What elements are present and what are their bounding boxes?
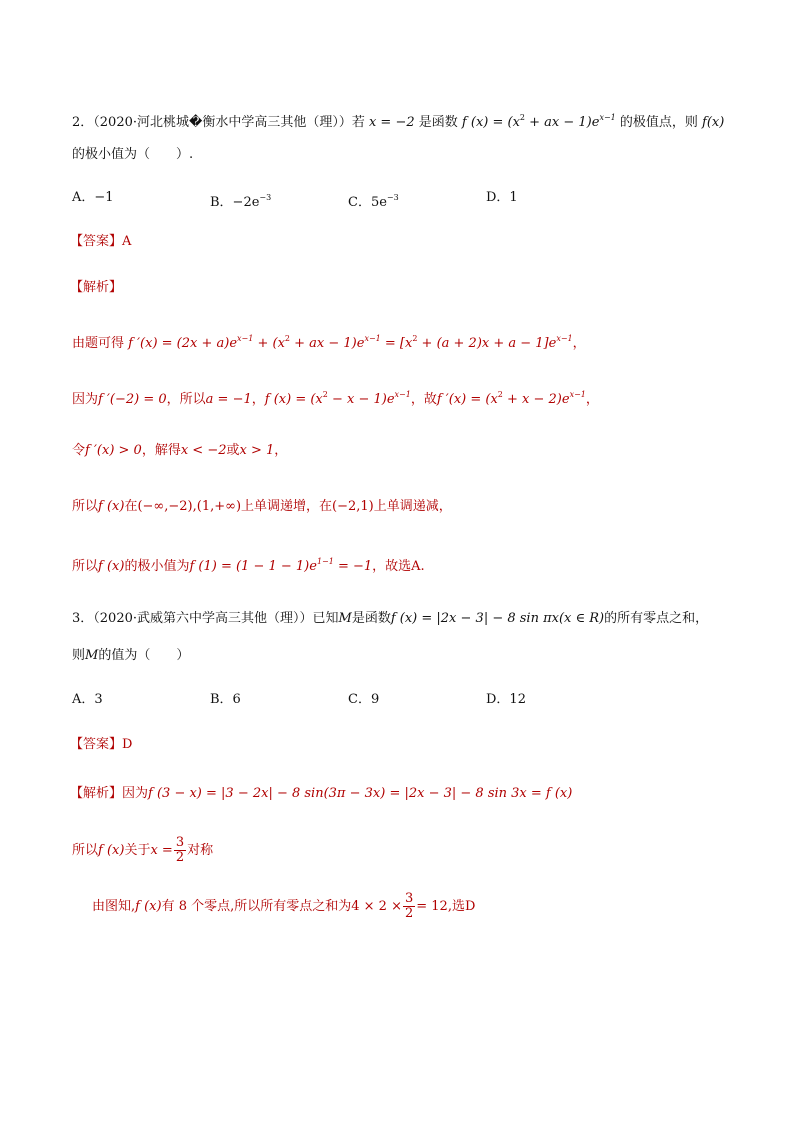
q2-analysis-step2: 因为f ′(−2) = 0，所以a = −1，f $(x) = (x^2 - x - 1)e^{x-1}$，故f $'(x) = (x^2 + x - 2)e^{x-1}$， [72, 390, 599, 407]
q2-stem-line1 [72, 108, 724, 133]
q2-option-c: C．$5e^{-3}$ [348, 193, 399, 210]
q2-function: f $(x) = (x^2$ + ax − $1)e^{x-1}$ [461, 113, 616, 130]
q3-analysis-line1: 【解析】因为f (3 − x) = |3 − 2x| − 8 sin(3π − 3x) = |2x − 3| − 8 sin 3x = f (x) [70, 786, 573, 801]
q2-stem-line2: 的极小值为（ ）. [72, 147, 194, 162]
q2-is-func: 是函数 [418, 115, 458, 130]
q2-option-a: A．−1 [72, 190, 114, 205]
q2-answer [70, 232, 131, 252]
q3-is-func: 是函数 [351, 611, 391, 626]
q2-analysis-step5: 所以f (x)的极小值为f $(1) = (1 - 1 - 1)e^{1-1} = -1$，故选A. [72, 557, 425, 574]
q2-answer-value: A [122, 234, 132, 249]
q3-answer-label: 【答案】 [70, 737, 123, 752]
q3-stem-line2: 则M的值为（ ） [72, 648, 190, 663]
q3-analysis-line2: 所以f (x)关于x = $\frac{3}{2}$ 对称 [72, 835, 214, 865]
q3-fraction-three-halves: $\frac{3}{2}$ [175, 835, 185, 865]
q3-stem-prefix: 3．（2020·武威第六中学高三其他（理））已知 [72, 611, 339, 626]
q3-option-b: B．6 [210, 692, 241, 707]
q3-option-a: A．3 [72, 692, 103, 707]
q3-stem-suffix: 的所有零点之和， [604, 611, 709, 626]
q3-fraction-three-halves-2: $\frac{3}{2}$ [404, 891, 414, 921]
q2-analysis-step1: 由题可得 f $'(x) = (2x + a)e^{x-1} + (x^2$ + ax − $1)e^{x-1} = [x^2 + (a + 2)x + a - 1]e^{x-1}$， [72, 334, 586, 351]
q3-symmetry-equation: f (3 − x) = |3 − 2x| − 8 sin(3π − 3x) = |2x − 3| − 8 sin 3x = f (x) [148, 786, 573, 801]
q3-analysis-label: 【解析】 [70, 786, 123, 801]
q3-answer [70, 735, 132, 755]
q3-stem-line1 [72, 609, 708, 629]
q2-option-b: B．$-2e^{-3}$ [210, 193, 272, 210]
q3-option-c: C．9 [348, 692, 380, 707]
q2-analysis-step3: 令f ′(x) > 0，解得x < −2或x > 1， [72, 443, 288, 458]
q3-M: M [338, 611, 352, 626]
q2-fx: f(x) [702, 115, 725, 130]
q2-analysis-label: 【解析】 [70, 280, 123, 295]
q2-condition: x = −2 [368, 115, 415, 130]
q2-stem-suffix: 的极值点，则 [619, 115, 698, 130]
q2-answer-label: 【答案】 [70, 234, 123, 249]
q2-option-d: D．1 [486, 190, 518, 205]
q3-answer-value: D [122, 737, 133, 752]
q3-function: f (x) = |2x − 3| − 8 sin πx(x ∈ R) [390, 611, 605, 626]
q2-stem-prefix: 2．（2020·河北桃城�衡水中学高三其他（理））若 [72, 115, 365, 130]
q3-option-d: D．12 [486, 692, 526, 707]
q2-analysis-step4: 所以f (x)在(−∞,−2),(1,+∞)上单调递增，在(−2,1)上单调递减， [72, 499, 452, 514]
q3-analysis-line3: 由图知,f (x)有 8 个零点,所以所有零点之和为4 × 2 × $\frac{3}{2}$ = 12,选D [92, 891, 476, 921]
